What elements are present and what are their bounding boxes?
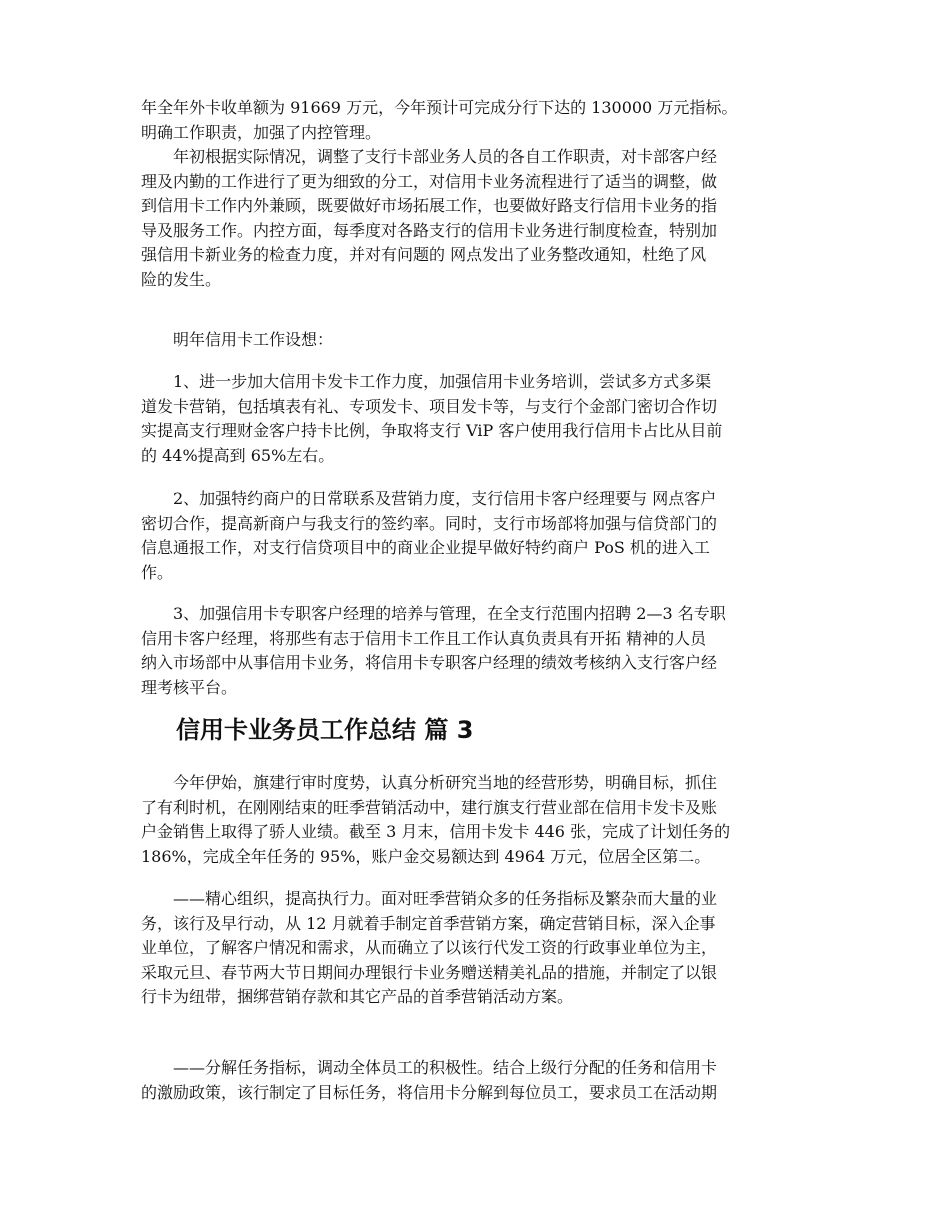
paragraph-card-acquiring: 年全年外卡收单额为 91669 万元，今年预计可完成分行下达的 130000 万元指标。 明确工作职责，加强了内控管理。	[141, 98, 738, 142]
section-heading: 信用卡业务员工作总结 篇 3	[176, 716, 474, 744]
paragraph-next-year-plan-title: 明年信用卡工作设想：	[173, 330, 334, 349]
paragraph-plan-item-1: 1、进一步加大信用卡发卡工作力度，加强信用卡业务培训，尝试多方式多渠 道发卡营销，包括填表有礼、专项发卡、项目发卡等，与支行个金部门密切合作切 实提高支行理财金客户持卡比例，争取将支行 ViP 客户使用我行信用卡占比从目前 的 44%提高到 65%左右。	[141, 372, 723, 465]
paragraph-organization: ——精心组织，提高执行力。面对旺季营销众多的任务指标及繁杂而大量的业 务，该行及早行动，从 12 月就着手制定首季营销方案，确定营销目标，深入企事 业单位，了解客户情况和需求，从而确立了以该行代发工资的行政事业单位为主， 采取元旦、春节两大节日期间办理银行卡业务赠送精美礼品的措施，并制定了以银 行卡为纽带，捆绑营销存款和其它产品的首季营销活动方案。	[141, 889, 718, 1006]
paragraph-internal-control: 年初根据实际情况，调整了支行卡部业务人员的各自工作职责，对卡部客户经 理及内勤的工作进行了更为细致的分工，对信用卡业务流程进行了适当的调整，做 到信用卡工作内外兼顾，既要做好市场拓展工作，也要做好路支行信用卡业务的指 导及服务工作。内控方面，每季度对各路支行的信用卡业务进行制度检查，特别加 强信用卡新业务的检查力度，并对有问题的 网点发出了业务整改通知，杜绝了风 险的发生。	[141, 147, 718, 289]
paragraph-q1-results: 今年伊始，旗建行审时度势，认真分析研究当地的经营形势，明确目标，抓住 了有利时机，在刚刚结束的旺季营销活动中，建行旗支行营业部在信用卡发卡及账 户金销售上取得了骄人业绩。截至 3 月末，信用卡发卡 446 张，完成了计划任务的 186%，完成全年任务的 95%，账户金交易额达到 4964 万元，位居全区第二。	[141, 773, 731, 866]
paragraph-task-breakdown: ——分解任务指标，调动全体员工的积极性。结合上级行分配的任务和信用卡 的激励政策，该行制定了目标任务，将信用卡分解到每位员工，要求员工在活动期	[141, 1058, 718, 1102]
paragraph-plan-item-3: 3、加强信用卡专职客户经理的培养与管理，在全支行范围内招聘 2—3 名专职 信用卡客户经理，将那些有志于信用卡工作且工作认真负责具有开拓 精神的人员 纳入市场部中从事信用卡业务，将信用卡专职客户经理的绩效考核纳入支行客户经 理考核平台。	[141, 604, 726, 697]
paragraph-plan-item-2: 2、加强特约商户的日常联系及营销力度，支行信用卡客户经理要与 网点客户 密切合作，提高新商户与我支行的签约率。同时，支行市场部将加强与信贷部门的 信息通报工作，对支行信贷项目中的商业企业提早做好特约商户 PoS 机的进入工 作。	[141, 489, 718, 582]
